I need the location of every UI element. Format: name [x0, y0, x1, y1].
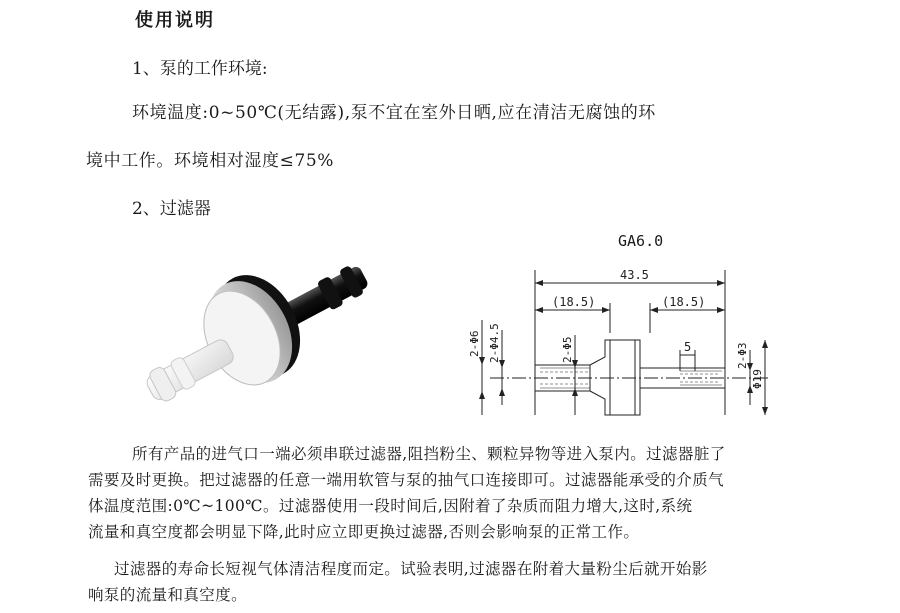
dim-5: 5 [684, 340, 692, 354]
body-line-5: 过滤器的寿命长短视气体清洁程度而定。试验表明,过滤器在附着大量粉尘后就开始影 [114, 560, 708, 578]
dimension-drawing [440, 265, 820, 435]
body-line-2: 需要及时更换。把过滤器的任意一端用软管与泵的抽气口连接即可。过滤器能承受的介质气 [88, 471, 725, 489]
filter-product-photo [130, 240, 390, 430]
body-line-1: 所有产品的进气口一端必须串联过滤器,阻挡粉尘、颗粒异物等进入泵内。过滤器脏了 [132, 445, 726, 463]
dim-d6: 2-Φ6 [468, 330, 481, 357]
dim-d4-5: 2-Φ4.5 [488, 323, 501, 363]
dim-total-length: 43.5 [620, 268, 649, 282]
section-2-title: 2、过滤器 [132, 199, 211, 219]
page-title: 使用说明 [135, 10, 215, 31]
dim-d3: 2-Φ3 [736, 342, 749, 369]
dim-right-half: (18.5) [662, 295, 706, 309]
section-1-title: 1、泵的工作环境: [132, 59, 268, 79]
dim-left-half: (18.5) [552, 295, 596, 309]
dim-d5: 2-Φ5 [561, 336, 574, 363]
section-1-line-1: 环境温度:0~50℃(无结露),泵不宜在室外日晒,应在清洁无腐蚀的环 [132, 103, 656, 123]
dim-d19: Φ19 [751, 369, 764, 389]
section-1-line-2: 境中工作。环境相对湿度≤75% [86, 151, 335, 171]
body-line-6: 响泵的流量和真空度。 [88, 586, 248, 604]
body-line-3: 体温度范围:0℃~100℃。过滤器使用一段时间后,因附着了杂质而阻力增大,这时,系统 [88, 497, 693, 515]
body-line-4: 流量和真空度都会明显下降,此时应立即更换过滤器,否则会影响泵的正常工作。 [88, 523, 640, 541]
model-label: GA6.0 [618, 232, 664, 250]
